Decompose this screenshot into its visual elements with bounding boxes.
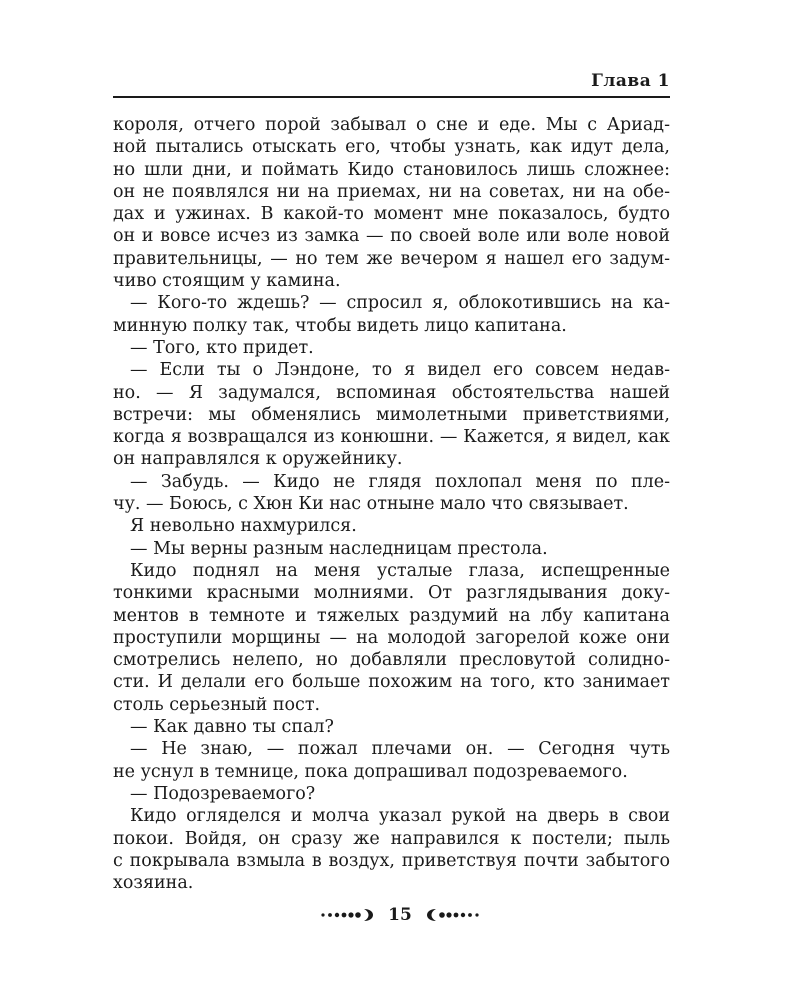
text-line: — Кого-то ждешь? — спросил я, облокотившись на ка- xyxy=(130,293,670,314)
text-line: он и вовсе исчез из замка — по своей воле или воле новой xyxy=(113,226,670,247)
text-line: с покрывала взмыла в воздух, приветствуя почти забытого xyxy=(113,850,670,871)
text-line: когда я возвращался из конюшни. — Кажется, я видел, как xyxy=(113,427,670,448)
text-line: — Забудь. — Кидо не глядя похлопал меня по пле- xyxy=(130,471,670,492)
text-line: — Как давно ты спал? xyxy=(130,717,334,738)
text-line: Кидо огляделся и молча указал рукой на дверь в свои xyxy=(130,806,670,827)
text-line: короля, отчего порой забывал о сне и еде. Мы с Ариад- xyxy=(113,115,670,135)
running-header xyxy=(113,66,670,98)
text-line: не уснул в темнице, пока допрашивал подозреваемого. xyxy=(113,761,628,782)
page-footer xyxy=(0,900,800,930)
text-line: он не появлялся ни на приемах, ни на советах, ни на обе- xyxy=(113,181,670,202)
dotted-ornament-icon xyxy=(422,908,480,922)
text-line: дах и ужинах. В какой-то момент мне показалось, будто xyxy=(113,204,670,225)
text-line: чиво стоящим у камина. xyxy=(113,271,341,292)
text-line: — Не знаю, — пожал плечами он. — Сегодня чуть xyxy=(130,739,670,760)
text-line: но. — Я задумался, вспоминая обстоятельства нашей xyxy=(113,382,670,403)
text-line: он направлялся к оружейнику. xyxy=(113,449,403,470)
text-line: — Того, кто придет. xyxy=(130,337,314,358)
text-line: проступили морщины — на молодой загорелой коже они xyxy=(113,627,670,648)
text-line: ной пытались отыскать его, чтобы узнать, как идут дела, xyxy=(113,137,670,158)
text-line: тонкими красными молниями. От разглядывания доку- xyxy=(113,583,670,604)
text-line: смотрелись нелепо, но добавляли пресловутой солидно- xyxy=(113,650,670,671)
text-line: чу. — Боюсь, с Хюн Ки нас отныне мало что связывает. xyxy=(113,494,629,515)
text-line: хозяина. xyxy=(113,873,194,894)
text-line: Я невольно нахмурился. xyxy=(130,516,357,537)
text-line: ментов в темноте и тяжелых раздумий на лбу капитана xyxy=(113,605,670,626)
text-line: — Мы верны разным наследницам престола. xyxy=(130,538,548,559)
text-line: но шли дни, и поймать Кидо становилось лишь сложнее: xyxy=(113,159,670,180)
text-line: столь серьезный пост. xyxy=(113,694,321,715)
text-line: сти. И делали его больше похожим на того, кто занимает xyxy=(113,672,670,693)
page-number: 15 xyxy=(388,905,412,925)
page-body-text xyxy=(113,114,670,894)
text-line: встречи: мы обменялись мимолетными приветствиями, xyxy=(113,404,670,425)
text-line: минную полку так, чтобы видеть лицо капитана. xyxy=(113,315,567,336)
text-line: Кидо поднял на меня усталые глаза, испещренные xyxy=(130,560,670,581)
text-line: покои. Войдя, он сразу же направился к постели; пыль xyxy=(113,828,670,849)
chapter-title: Глава 1 xyxy=(591,71,670,91)
text-line: правительницы, — но тем же вечером я нашел его задум- xyxy=(113,248,670,269)
text-line: — Подозреваемого? xyxy=(130,783,316,804)
dotted-ornament-icon xyxy=(320,908,378,922)
text-line: — Если ты о Лэндоне, то я видел его совсем недав- xyxy=(130,360,670,381)
